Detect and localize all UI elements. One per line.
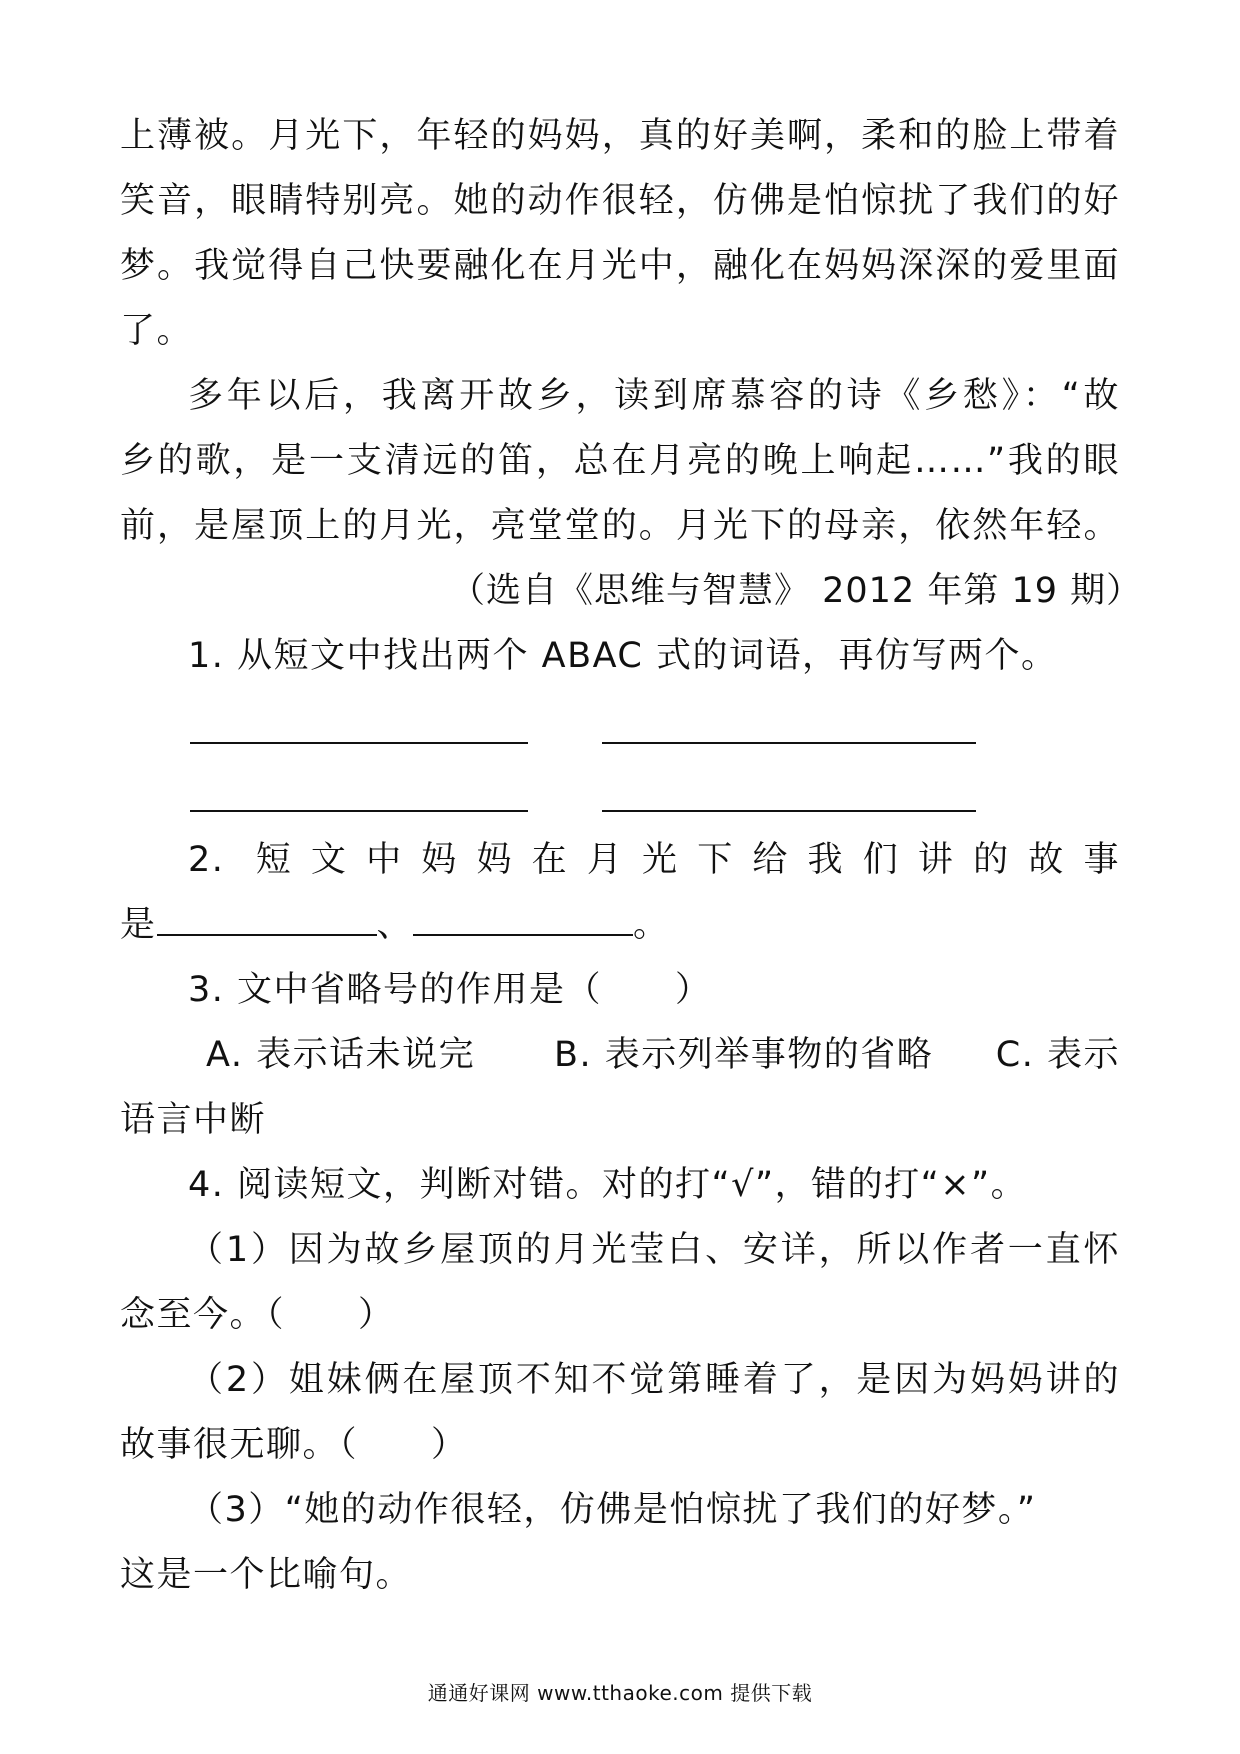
question-4-item-2-cont[interactable]: 故事很无聊。（ ） <box>120 1425 468 1465</box>
question-4-item-2: （2）姐妹俩在屋顶不知不觉第睡着了，是因为妈妈讲的 <box>188 1360 1120 1400</box>
option-b[interactable]: B. 表示列举事物的省略 <box>554 1035 934 1075</box>
option-c[interactable]: C. 表示 <box>995 1035 1120 1075</box>
question-4-item-3: （3）“她的动作很轻，仿佛是怕惊扰了我们的好梦。” <box>188 1490 1037 1530</box>
question-4-item-1: （1）因为故乡屋顶的月光莹白、安详，所以作者一直怀 <box>188 1230 1120 1270</box>
question-2: 2. 短文中妈妈在月光下给我们讲的故事 <box>188 840 1120 880</box>
answer-blank[interactable] <box>157 904 377 936</box>
passage-line: 多年以后，我离开故乡，读到席慕容的诗《乡愁》：“故 <box>188 376 1120 416</box>
question-4: 4. 阅读短文，判断对错。对的打“√”，错的打“×”。 <box>188 1165 1028 1205</box>
question-3: 3. 文中省略号的作用是（ ） <box>188 970 712 1010</box>
source-citation: （选自《思维与智慧》 2012 年第 19 期） <box>450 571 1143 611</box>
passage-line: 前，是屋顶上的月光，亮堂堂的。月光下的母亲，依然年轻。 <box>120 506 1120 546</box>
question-1: 1. 从短文中找出两个 ABAC 式的词语，再仿写两个。 <box>188 636 1058 676</box>
question-2-answer-line <box>120 903 1120 947</box>
q2-separator: 、 <box>376 905 414 945</box>
q2-prefix: 是 <box>120 905 157 945</box>
passage-line: 梦。我觉得自己快要融化在月光中，融化在妈妈深深的爱里面 <box>120 246 1120 286</box>
passage-line: 了。 <box>120 311 194 351</box>
q2-end: 。 <box>633 905 670 945</box>
answer-blank[interactable] <box>602 810 976 812</box>
passage-line: 笑音，眼睛特别亮。她的动作很轻，仿佛是怕惊扰了我们的好 <box>120 181 1120 221</box>
answer-blank[interactable] <box>602 742 976 744</box>
option-a[interactable]: A. 表示话未说完 <box>206 1035 476 1075</box>
question-4-item-1-cont[interactable]: 念至今。（ ） <box>120 1295 395 1335</box>
answer-blank[interactable] <box>413 904 633 936</box>
question-3-options <box>206 1033 1120 1077</box>
passage-line: 乡的歌，是一支清远的笛，总在月亮的晚上响起……”我的眼 <box>120 441 1120 481</box>
answer-blank[interactable] <box>190 742 528 744</box>
passage-line: 上薄被。月光下，年轻的妈妈，真的好美啊，柔和的脸上带着 <box>120 116 1120 156</box>
answer-blank[interactable] <box>190 810 528 812</box>
page-footer: 通通好课网 www.tthaoke.com 提供下载 <box>427 1681 813 1705</box>
option-c-continued: 语言中断 <box>120 1100 267 1140</box>
question-4-item-3-cont: 这是一个比喻句。 <box>120 1555 413 1595</box>
